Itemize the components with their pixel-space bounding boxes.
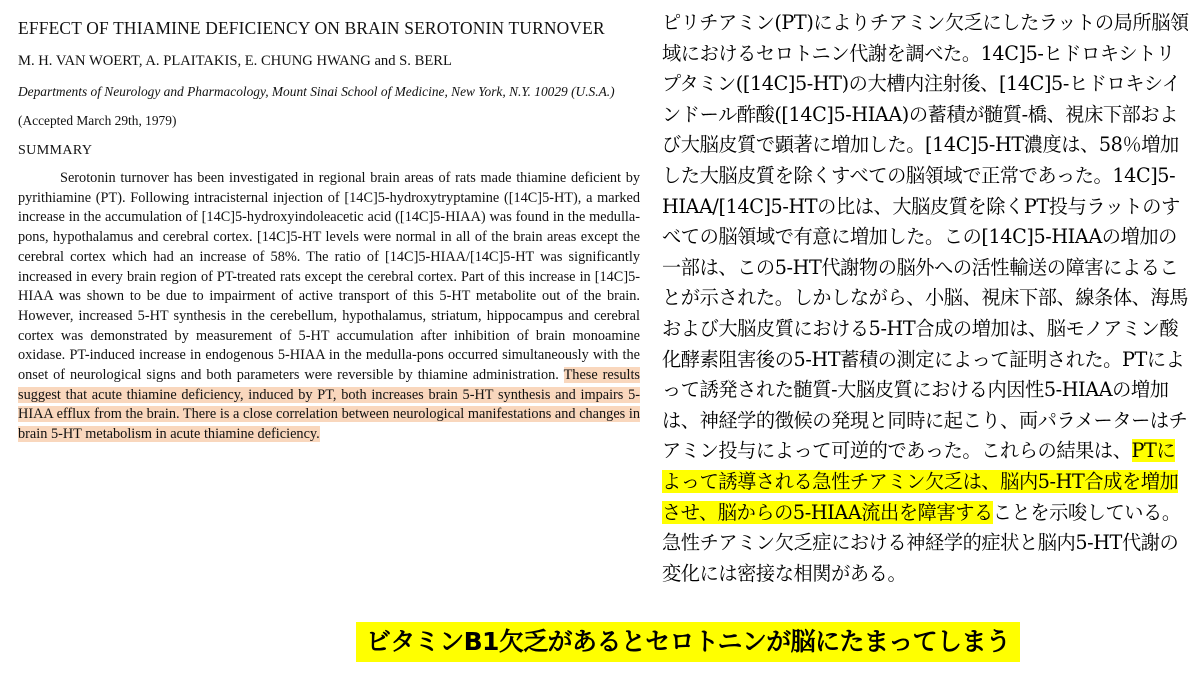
paper-authors: M. H. VAN WOERT, A. PLAITAKIS, E. CHUNG HWANG and S. BERL [18,53,452,69]
paper-excerpt [18,10,640,445]
summary-heading: SUMMARY [18,143,93,158]
japanese-translation [662,8,1192,589]
summary-paragraph [18,169,640,445]
paper-accepted-date: (Accepted March 29th, 1979) [18,113,177,128]
translation-text: ピリチアミン(PT)によりチアミン欠乏にしたラットの局所脳領域におけるセロトニン代謝を調べた。14C]5-ヒドロキシトリプタミン([14C]5-HT)の大槽内注射後、[14C]5-ヒドロキシインドール酢酸([14C]5-HIAA)の蓄積が髄質-橋、視床下部および大脳皮質で顕著に増加した。[14C]5-HT濃度は、58％増加した大脳皮質を除くすべての脳領域で正常であった。14C]5-HIAA/[14C]5-HTの比は、大脳皮質を除くPT投与ラットのすべての脳領域で有意に増加した。この[14C]5-HIAAの増加の一部は、この5-HT代謝物の脳外への活性輸送の障害によることが示された。しかしながら、小脳、視床下部、線条体、海馬および大脳皮質における5-HT合成の増加は、脳モノアミン酸化酵素阻害後の5-HT蓄積の測定によって証明された。PTによって誘発された髄質-大脳皮質における内因性5-HIAAの増加は、神経学的徴候の発現と同時に起こり、両パラメーターはチアミン投与によって可逆的であった。これらの結果は、 [662,11,1189,463]
paper-affiliation: Departments of Neurology and Pharmacology, Mount Sinai School of Medicine, New York, N.Y. 10029 (U.S.A.) [18,84,615,99]
summary-text: Serotonin turnover has been investigated in regional brain areas of rats made thiamine deficient by pyrithiamine (PT). Following intracisternal injection of [14C]5-hydroxytryptamine ([14C]5-HT), a marked increase in the accumulation of [14C]5-hydroxyindoleacetic acid ([14C]5-HIAA) was found in the medulla-pons, hypothalamus and cerebral cortex. [14C]5-HT levels were normal in all of the brain areas except the cerebral cortex which had an increase of 58%. The ratio of [14C]5-HIAA/[14C]5-HT was significantly increased in every brain region of PT-treated rats except the cerebral cortex. Part of this increase in [14C]5-HIAA was shown to be due to impairment of active transport of this 5-HT metabolite out of the brain. However, increased 5-HT synthesis in the cerebellum, hypothalamus, striatum, hippocampus and cerebral cortex was demonstrated by measurement of 5-HT accumulation after inhibition of brain monoamine oxidase. PT-induced increase in endogenous 5-HIAA in the medulla-pons occurred simultaneously with the onset of neurological signs and both parameters were reversible by thiamine administration. [18,170,640,384]
paper-title: EFFECT OF THIAMINE DEFICIENCY ON BRAIN SEROTONIN TURNOVER [18,18,605,38]
summary-banner: ビタミンB1欠乏があるとセロトニンが脳にたまってしまう [356,622,1020,662]
translation-highlight: PTによって誘導される急性チアミン欠乏は、脳内5-HT合成を増加させ、脳からの5-HIAA流出を障害する [662,439,1179,524]
translation-text-end: ことを示唆している。急性チアミン欠乏症における神経学的症状と脳内5-HT代謝の変化には密接な相関がある。 [662,500,1181,585]
summary-highlight: These results suggest that acute thiamine deficiency, induced by PT, both increases brain 5-HT synthesis and impairs 5-HIAA efflux from the brain. There is a close correlation between neurological manifestations and changes in brain 5-HT metabolism in acute thiamine deficiency. [18,367,640,443]
